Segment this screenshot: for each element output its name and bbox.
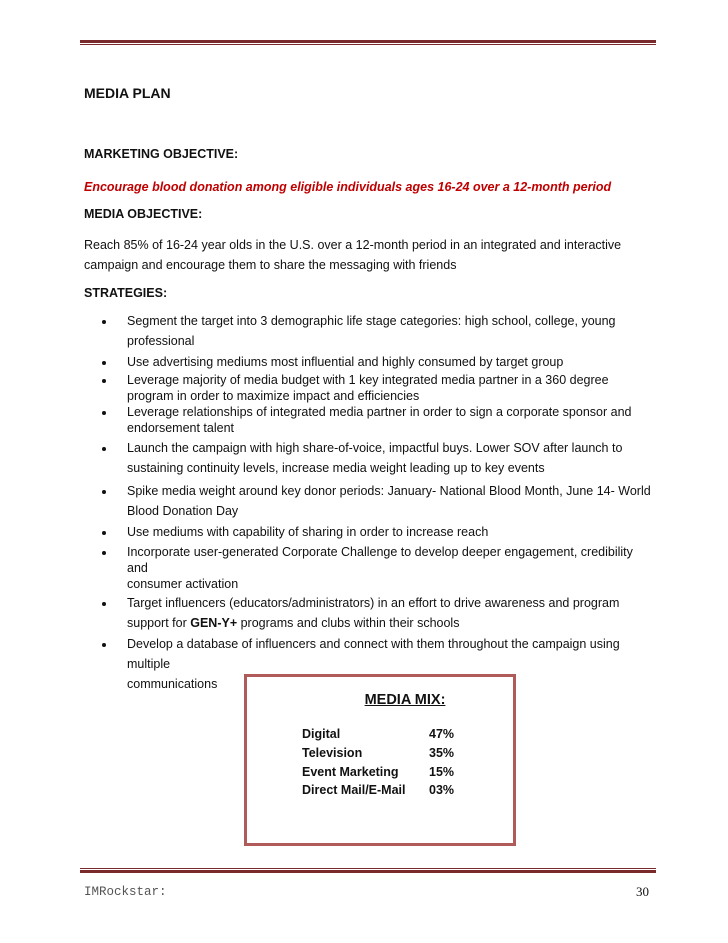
list-item-text: Incorporate user-generated Corporate Challenge to develop deeper engagement, credibility and xyxy=(127,545,633,575)
list-item-text: Use mediums with capability of sharing in order to increase reach xyxy=(127,525,489,539)
list-item xyxy=(84,522,654,542)
list-item-text: support for GEN-Y+ programs and clubs within their schools xyxy=(127,616,460,630)
media-mix-label: Event Marketing xyxy=(302,765,399,779)
media-objective-heading: MEDIA OBJECTIVE: xyxy=(84,207,203,221)
media-mix-title: MEDIA MIX: xyxy=(364,692,446,708)
media-objective-text xyxy=(84,235,644,275)
list-item xyxy=(84,311,654,351)
list-item-text: program in order to maximize impact and efficiencies xyxy=(127,389,420,403)
list-item-text: professional xyxy=(127,334,195,348)
list-item-text: Use advertising mediums most influential and highly consumed by target group xyxy=(127,355,564,369)
media-mix-label: Digital xyxy=(302,727,341,741)
footer-brand: IMRockstar: xyxy=(84,885,167,899)
list-item xyxy=(84,404,654,436)
media-mix-value: 35% xyxy=(429,746,455,760)
media-mix-label: Direct Mail/E-Mail xyxy=(302,783,406,797)
strategies-heading: STRATEGIES: xyxy=(84,286,168,300)
list-item-text: endorsement talent xyxy=(127,421,235,435)
list-item-text: Target influencers (educators/administrators) in an effort to drive awareness and program xyxy=(127,596,620,610)
header-rule xyxy=(80,40,656,45)
media-mix-box xyxy=(244,674,516,846)
list-item-text: Leverage majority of media budget with 1 key integrated media partner in a 360 degree xyxy=(127,373,609,387)
list-item xyxy=(84,593,654,633)
media-objective-line: campaign and encourage them to share the messaging with friends xyxy=(84,258,457,272)
list-item-text: consumer activation xyxy=(127,577,239,591)
media-mix-label: Television xyxy=(302,746,363,760)
page-title: MEDIA PLAN xyxy=(84,85,171,101)
marketing-objective-text: Encourage blood donation among eligible individuals ages 16-24 over a 12-month period xyxy=(84,180,612,194)
page-number: 30 xyxy=(636,884,649,899)
list-item xyxy=(84,481,654,521)
list-item-text: Segment the target into 3 demographic life stage categories: high school, college, young xyxy=(127,314,616,328)
media-objective-line: Reach 85% of 16-24 year olds in the U.S. over a 12-month period in an integrated and interactive xyxy=(84,238,622,252)
strategies-list xyxy=(84,311,654,694)
list-item xyxy=(84,544,654,592)
list-item xyxy=(84,352,654,372)
list-item-text: Blood Donation Day xyxy=(127,504,239,518)
list-item-text: communications xyxy=(127,677,218,691)
media-mix-value: 03% xyxy=(429,783,455,797)
list-item-text: Spike media weight around key donor periods: January- National Blood Month, June 14- World xyxy=(127,484,651,498)
list-item-text: Launch the campaign with high share-of-voice, impactful buys. Lower SOV after launch to xyxy=(127,441,623,455)
gen-y-term: GEN-Y+ xyxy=(190,616,238,630)
media-mix-value: 47% xyxy=(429,727,455,741)
list-item-text: sustaining continuity levels, increase media weight leading up to key events xyxy=(127,461,545,475)
list-item xyxy=(84,438,654,478)
list-item xyxy=(84,372,654,404)
footer-rule xyxy=(80,868,656,873)
marketing-objective-heading: MARKETING OBJECTIVE: xyxy=(84,147,239,161)
list-item-text: Leverage relationships of integrated media partner in order to sign a corporate sponsor and xyxy=(127,405,632,419)
media-mix-value: 15% xyxy=(429,765,455,779)
list-item-text: Develop a database of influencers and connect with them throughout the campaign using multiple xyxy=(127,637,620,671)
